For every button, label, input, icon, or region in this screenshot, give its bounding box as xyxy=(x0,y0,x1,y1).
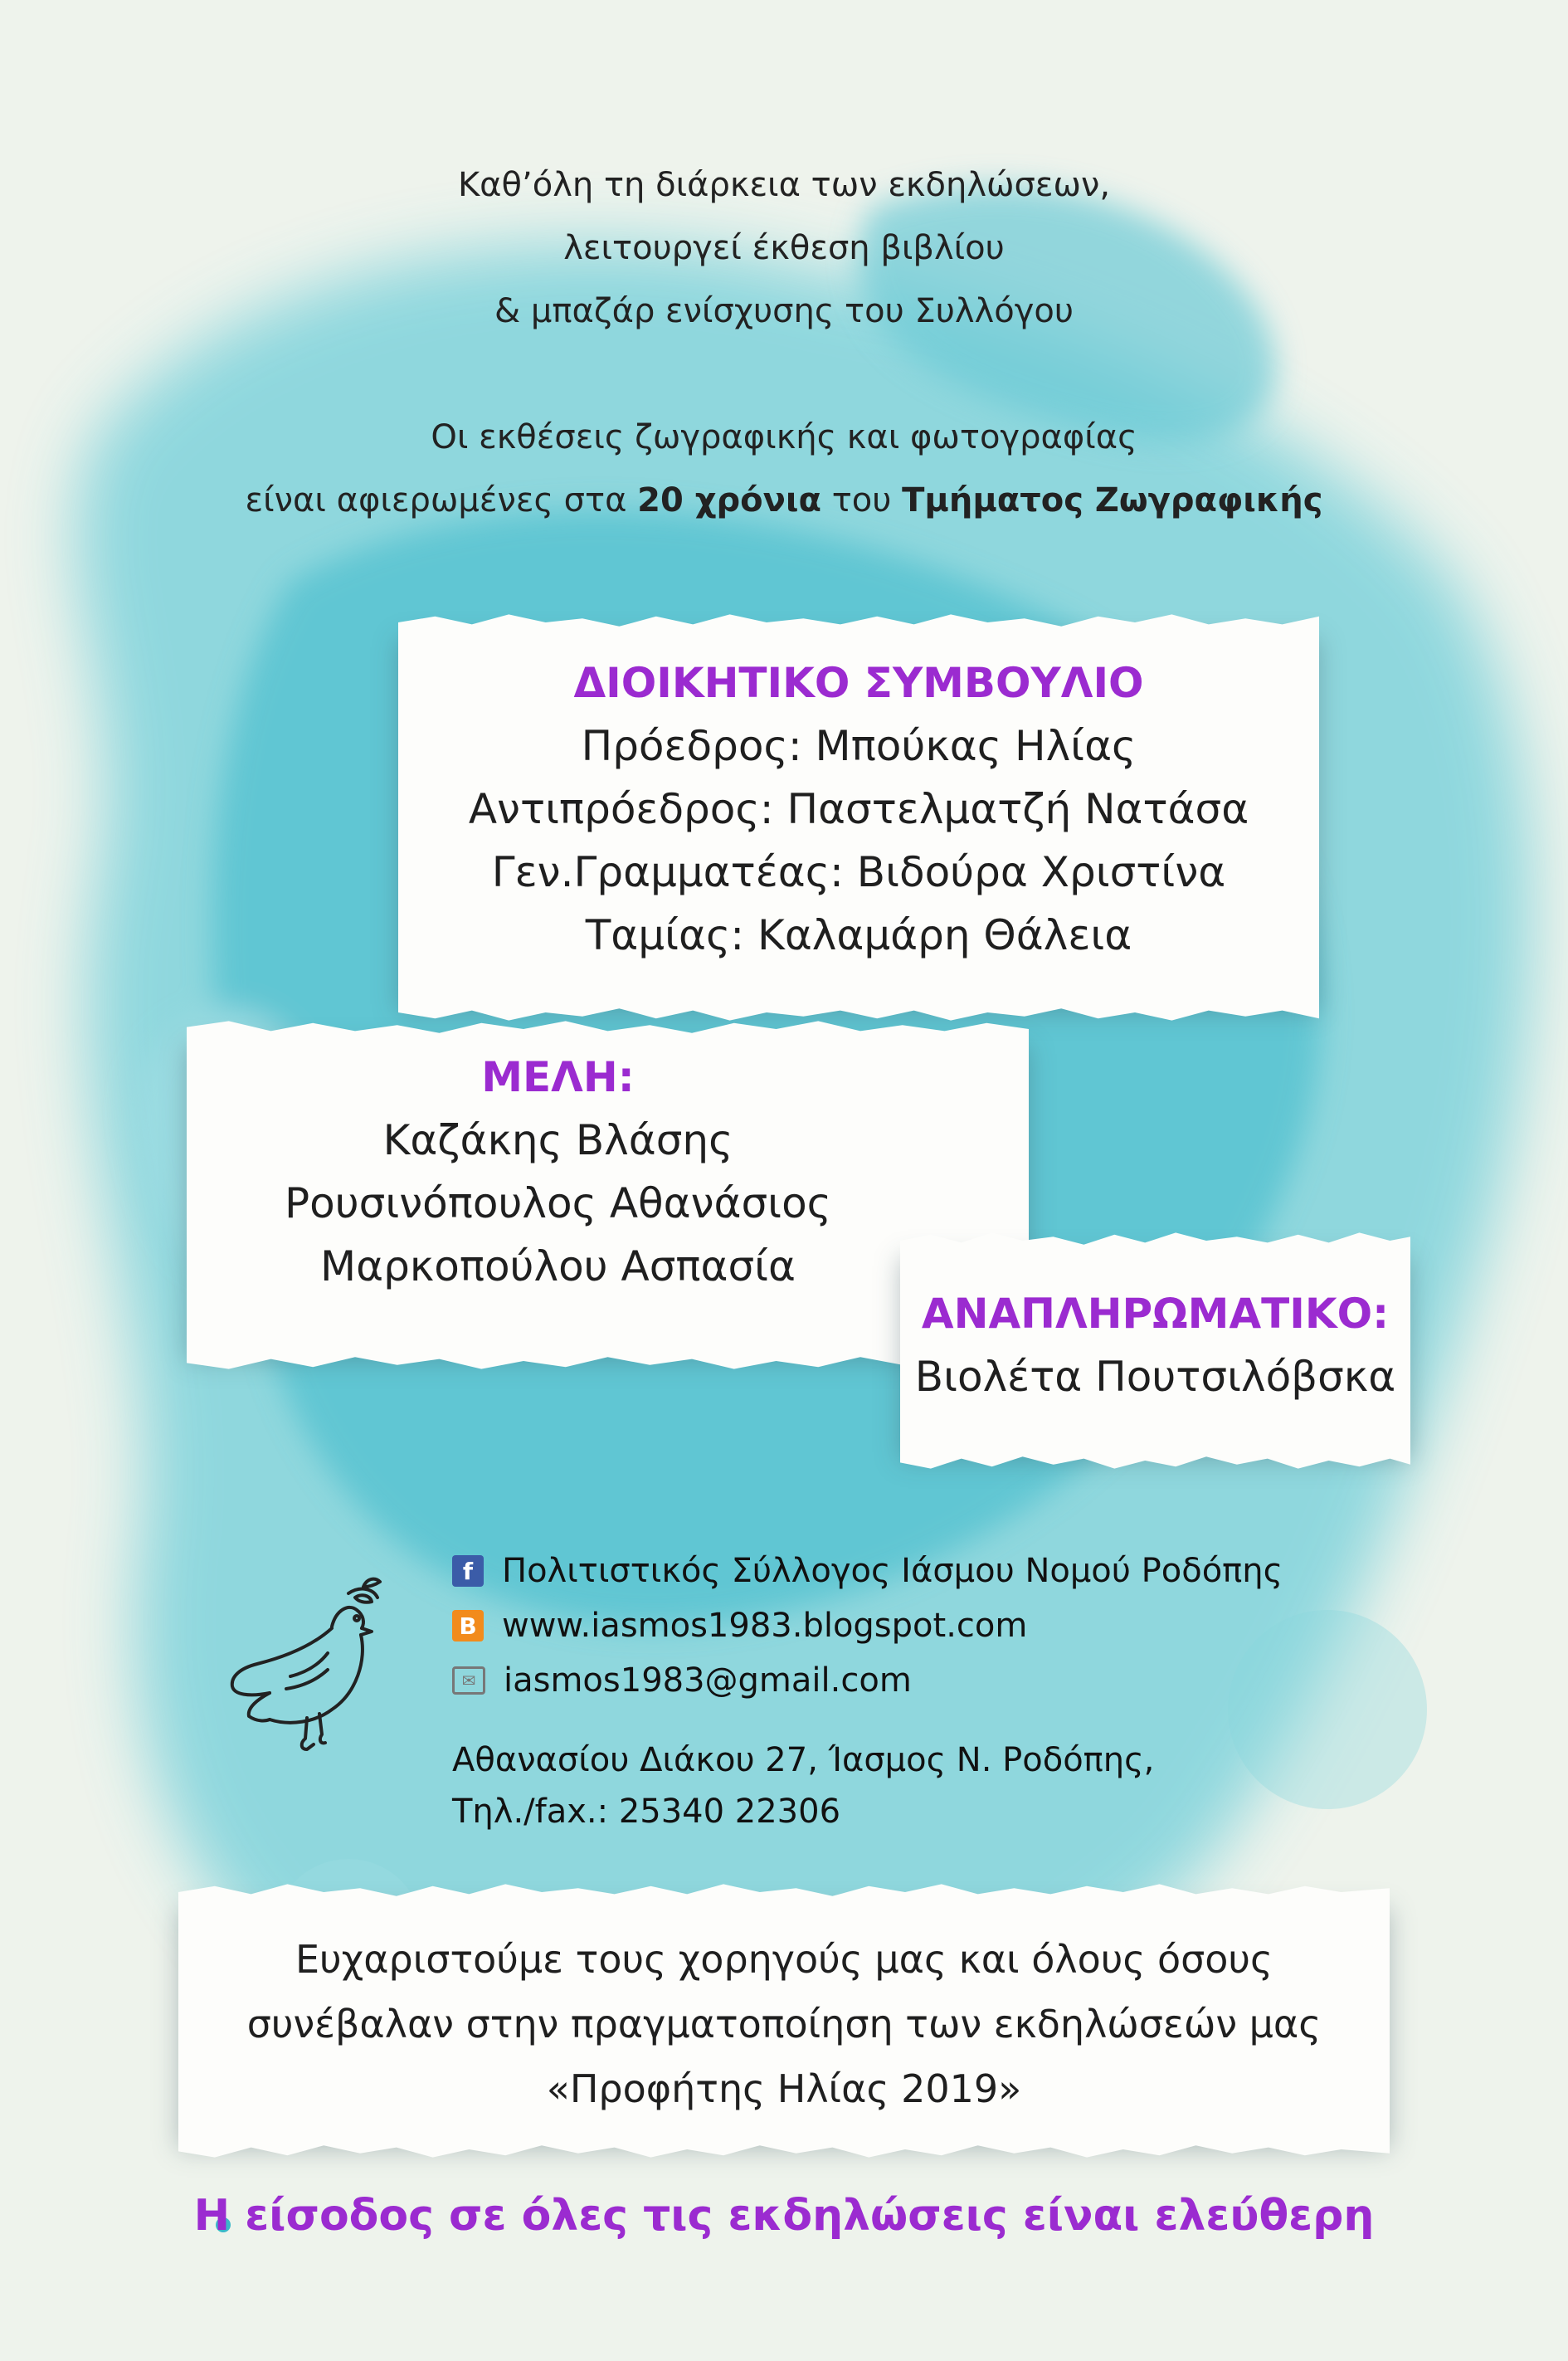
email-address: iasmos1983@gmail.com xyxy=(504,1661,912,1700)
intro-line-1: Καθ’όλη τη διάρκεια των εκδηλώσεων, xyxy=(457,166,1111,204)
intro-text xyxy=(166,154,1402,532)
contact-email-link[interactable] xyxy=(452,1653,1406,1708)
address-block xyxy=(452,1734,1448,1837)
torn-edge-top xyxy=(398,612,1319,632)
intro-line-5 xyxy=(166,469,1402,532)
thanks-line-1: Ευχαριστούμε τους χορηγούς μας και όλους όσους xyxy=(295,1937,1273,1982)
torn-edge-top xyxy=(187,1019,1029,1039)
torn-edge-top xyxy=(900,1231,1410,1251)
address-line-1: Αθανασίου Διάκου 27, Ίασμος Ν. Ροδόπης, xyxy=(452,1741,1155,1779)
intro-line-5-a: είναι αφιερωμένες στα xyxy=(245,481,638,520)
board-item: Πρόεδρος: Μπούκας Ηλίας xyxy=(581,722,1137,770)
members-item: Ρουσινόπουλος Αθανάσιος xyxy=(284,1179,832,1227)
dove-icon xyxy=(224,1560,390,1776)
torn-edge-bottom xyxy=(178,2139,1390,2159)
board-content xyxy=(398,631,1319,967)
members-item: Καζάκης Βλάσης xyxy=(382,1116,733,1164)
torn-edge-top xyxy=(178,1882,1390,1902)
board-paper xyxy=(398,631,1319,1004)
torn-edge-bottom xyxy=(900,1451,1410,1471)
mail-icon: ✉ xyxy=(452,1666,485,1695)
substitute-name: Βιολέτα Πουτσιλόβσκα xyxy=(914,1353,1396,1401)
thanks-line-3: «Προφήτης Ηλίας 2019» xyxy=(546,2066,1022,2111)
intro-line-4: Οι εκθέσεις ζωγραφικής και φωτογραφίας xyxy=(431,418,1137,456)
thanks-paper xyxy=(178,1900,1390,2141)
members-item: Μαρκοπούλου Ασπασία xyxy=(319,1242,796,1290)
thanks-content xyxy=(178,1900,1390,2121)
board-heading: ΔΙΟΙΚΗΤΙΚΟ ΣΥΜΒΟΥΛΙΟ xyxy=(573,659,1144,707)
substitute-heading: ΑΝΑΠΛΗΡΩΜΑΤΙΚΟ: xyxy=(921,1290,1390,1338)
substitute-content xyxy=(900,1249,1410,1408)
substitute-paper xyxy=(900,1249,1410,1452)
contacts-list xyxy=(452,1544,1406,1708)
address-phone: Τηλ./fax.: 25340 22306 xyxy=(452,1793,841,1831)
blogger-icon: B xyxy=(452,1610,484,1641)
board-item: Αντιπρόεδρος: Παστελματζή Νατάσα xyxy=(468,785,1249,833)
thanks-line-2: συνέβαλαν στην πραγματοποίηση των εκδηλώσεών μας xyxy=(246,2002,1322,2046)
intro-line-2: λειτουργεί έκθεση βιβλίου xyxy=(563,229,1005,267)
board-item: Γεν.Γραμματέας: Βιδούρα Χριστίνα xyxy=(491,848,1226,896)
intro-line-5-b: 20 χρόνια xyxy=(637,481,821,520)
board-item: Ταμίας: Καλαμάρη Θάλεια xyxy=(585,911,1132,959)
contact-facebook[interactable] xyxy=(452,1544,1406,1598)
members-heading: ΜΕΛΗ: xyxy=(481,1053,635,1101)
facebook-label: Πολιτιστικός Σύλλογος Ιάσμου Νομού Ροδόπης xyxy=(502,1552,1283,1590)
contact-blog-link[interactable] xyxy=(452,1598,1406,1653)
free-entry-notice: Η είσοδος σε όλες τις εκδηλώσεις είναι ελεύθερη xyxy=(193,2191,1375,2241)
blog-url: www.iasmos1983.blogspot.com xyxy=(502,1607,1028,1645)
intro-line-3: & μπαζάρ ενίσχυσης του Συλλόγου xyxy=(494,292,1074,330)
intro-line-5-c: του xyxy=(821,481,903,520)
facebook-icon: f xyxy=(452,1555,484,1587)
intro-line-5-d: Τμήματος Ζωγραφικής xyxy=(902,481,1323,520)
